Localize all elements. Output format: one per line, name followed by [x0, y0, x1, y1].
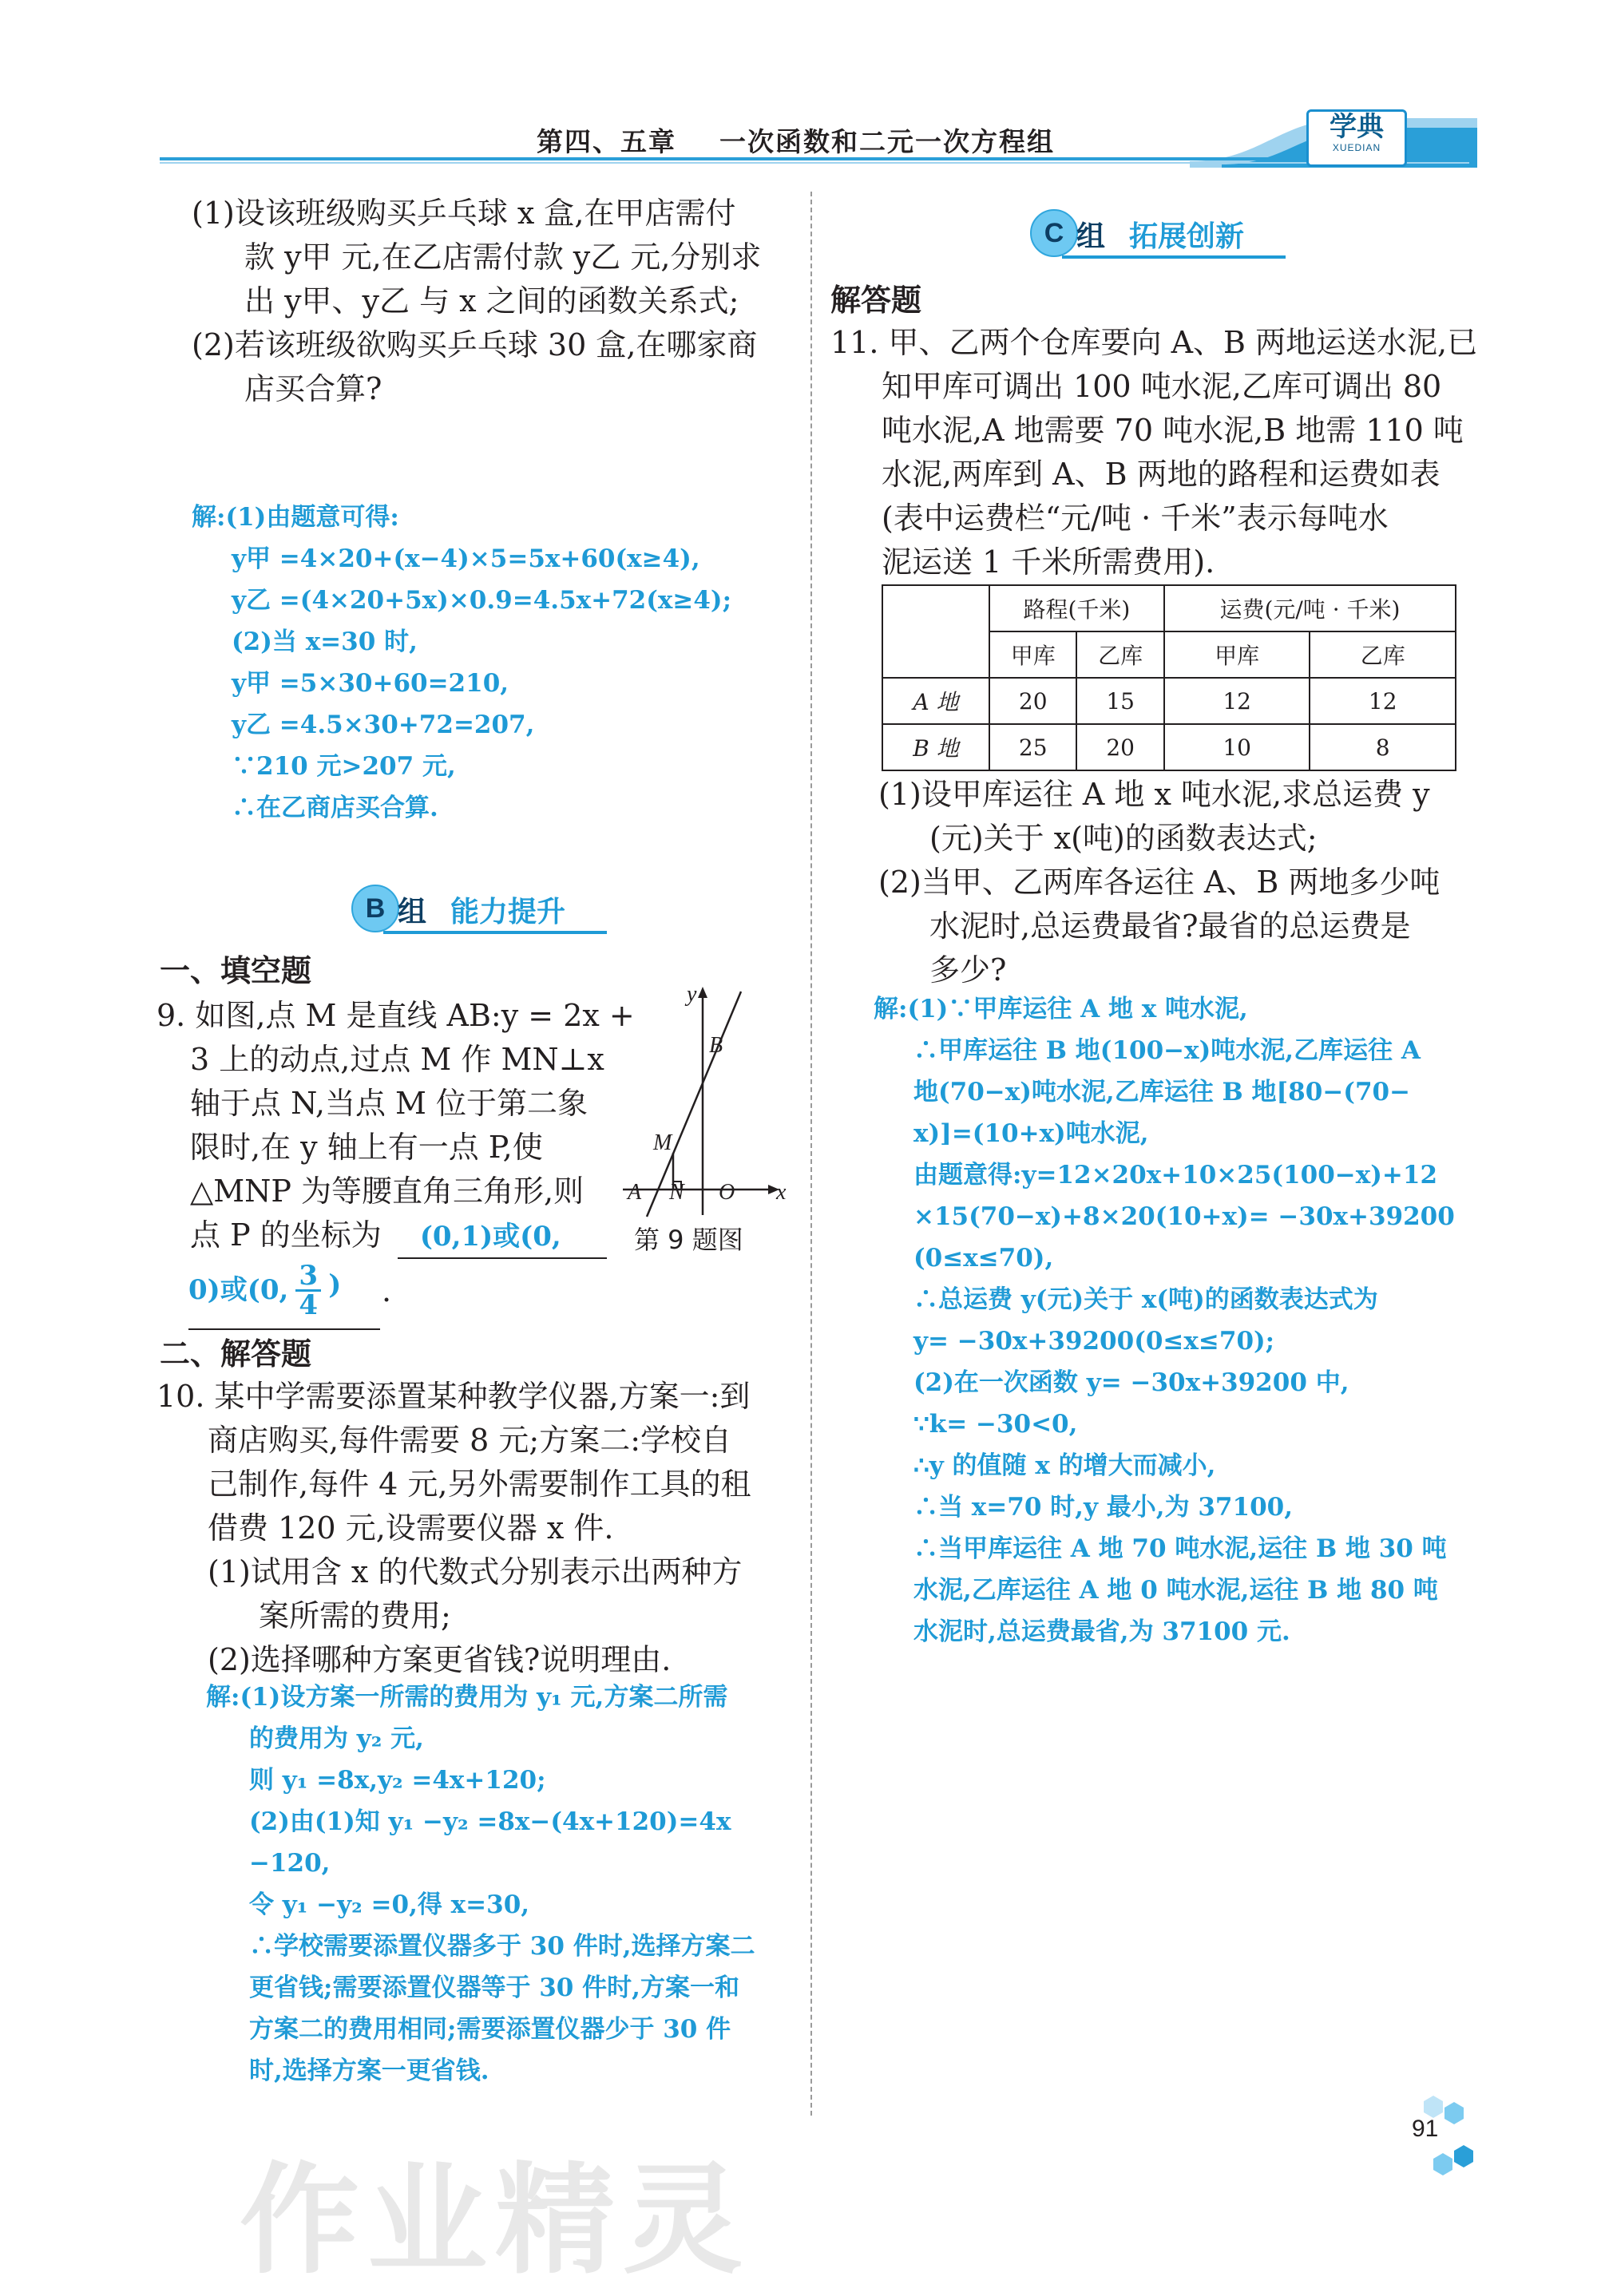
q8-line: (2)若该班级欲购买乒乓球 30 盒,在哪家商 [192, 327, 758, 362]
q10-line: 商店购买,每件需要 8 元;方案二:学校自 [208, 1423, 732, 1458]
table-row [882, 678, 1456, 724]
answer-line: (2)在一次函数 y= −30x+39200 中, [913, 1368, 1349, 1397]
table-cell: 12 [1164, 678, 1310, 724]
table-header-distance: 路程(千米) [989, 585, 1164, 631]
q10-line: (1)试用含 x 的代数式分别表示出两种方 [208, 1554, 743, 1589]
badge-underline [383, 931, 607, 934]
q8-text [192, 192, 761, 411]
q11-sub-line: (2)当甲、乙两库各运往 A、B 两地多少吨 [878, 865, 1441, 900]
group-letter: C [1030, 209, 1078, 257]
answer-line: 时,选择方案一更省钱. [249, 2057, 489, 2085]
page-number: 91 [1412, 2116, 1439, 2142]
label-a: A [628, 1180, 642, 1205]
table-cell: 10 [1164, 724, 1310, 770]
header-rule-light [160, 162, 1469, 164]
answer-line: ∴当 x=70 时,y 最小,为 37100, [913, 1493, 1294, 1522]
table-header-cost: 运费(元/吨 · 千米) [1164, 585, 1456, 631]
watermark: 作业精灵 [240, 2152, 751, 2290]
label-y: y [687, 984, 697, 1007]
table-subheader: 乙库 [1310, 631, 1456, 678]
q8-line: 店买合算? [244, 371, 382, 406]
q9-line: 点 P 的坐标为 [190, 1217, 382, 1253]
q8-line: (1)设该班级购买乒乓球 x 盒,在甲店需付 [192, 196, 736, 231]
table-corner [882, 585, 989, 678]
answer-line: ∵210 元>207 元, [232, 752, 456, 781]
section-solve-c: 解答题 [830, 282, 922, 318]
q11-line: 泥运送 1 千米所需费用). [882, 544, 1215, 580]
section-solve: 二、解答题 [160, 1336, 312, 1372]
table-subheader: 甲库 [1164, 631, 1310, 678]
answer-line: y甲 =4×20+(x−4)×5=5x+60(x≥4), [232, 544, 700, 573]
label-b: B [709, 1033, 723, 1058]
q9-line: 轴于点 N,当点 M 位于第二象 [190, 1086, 588, 1121]
answer-line: 由题意得:y=12×20x+10×25(100−x)+12 [913, 1161, 1438, 1190]
group-name: 拓展创新 [1129, 220, 1245, 253]
group-letter: B [351, 885, 399, 932]
table-cell: 25 [989, 724, 1076, 770]
answer-line: y乙 =4.5×30+72=207, [232, 711, 535, 739]
y-axis-arrow [698, 987, 707, 998]
figure-caption: 第 9 题图 [634, 1225, 743, 1255]
answer-line: ×15(70−x)+8×20(10+x)= −30x+39200 [913, 1202, 1455, 1231]
answer-line: ∴甲库运往 B 地(100−x)吨水泥,乙库运往 A [913, 1036, 1421, 1065]
q10-line: 借费 120 元,设需要仪器 x 件. [208, 1510, 614, 1546]
table-cell: 8 [1310, 724, 1456, 770]
answer-line: ∴当甲库运往 A 地 70 吨水泥,运往 B 地 30 吨 [913, 1534, 1447, 1563]
table-cell: 20 [989, 678, 1076, 724]
fraction-denominator: 4 [299, 1289, 319, 1321]
brand-logo [1306, 109, 1407, 167]
q9-line: 限时,在 y 轴上有一点 P,使 [190, 1130, 543, 1165]
answer-line: ∴总运费 y(元)关于 x(吨)的函数表达式为 [913, 1285, 1378, 1314]
q11-line: 水泥,两库到 A、B 两地的路程和运费如表 [882, 457, 1441, 492]
logo-chinese: 学典 [1330, 111, 1384, 143]
group-label: 组 [398, 895, 427, 928]
answer-line: ∴y 的值随 x 的增大而减小, [913, 1451, 1216, 1480]
label-x: x [776, 1180, 787, 1205]
q10-line: 10. 某中学需要添置某种教学仪器,方案一:到 [157, 1379, 751, 1414]
q11-answer [874, 988, 1455, 1653]
q11-line: 吨水泥,A 地需要 70 吨水泥,B 地需 110 吨 [882, 413, 1464, 448]
table-subheader: 乙库 [1076, 631, 1163, 678]
q10-answer [206, 1676, 755, 2092]
answer-line: (2)当 x=30 时, [232, 627, 418, 656]
answer-line: 地(70−x)吨水泥,乙库运往 B 地[80−(70− [913, 1078, 1411, 1106]
answer-line: (0≤x≤70), [913, 1244, 1054, 1273]
q11-sub-line: 水泥时,总运费最省?最省的总运费是 [929, 909, 1411, 944]
q11-subquestions [878, 773, 1440, 992]
answer-line: (2)由(1)知 y₁ −y₂ =8x−(4x+120)=4x [249, 1807, 731, 1836]
q9-period: . [382, 1273, 392, 1308]
answer-line: 令 y₁ −y₂ =0,得 x=30, [249, 1890, 530, 1919]
distance-cost-table [882, 584, 1456, 771]
table-cell: 12 [1310, 678, 1456, 724]
column-divider [810, 192, 812, 2116]
q10-line: (2)选择哪种方案更省钱?说明理由. [208, 1642, 672, 1677]
group-b-badge [351, 885, 607, 932]
q11-line: (表中运费栏“元/吨 · 千米”表示每吨水 [882, 501, 1389, 536]
q11-sub-line: (元)关于 x(吨)的函数表达式; [929, 821, 1318, 856]
table-subheader: 甲库 [989, 631, 1076, 678]
q9-line: 3 上的动点,过点 M 作 MN⊥x [190, 1042, 604, 1077]
answer-line: 更省钱;需要添置仪器等于 30 件时,方案一和 [249, 1973, 739, 2002]
q10-text [157, 1375, 751, 1682]
row-label: B 地 [882, 724, 989, 770]
logo-english: XUEDIAN [1332, 142, 1381, 153]
q10-line: 己制作,每件 4 元,另外需要制作工具的租 [208, 1467, 751, 1502]
q10-line: 案所需的费用; [259, 1598, 451, 1633]
answer-line: ∴在乙商店买合算. [232, 794, 438, 822]
fraction-numerator: 3 [295, 1262, 321, 1292]
answer-line: 水泥时,总运费最省,为 37100 元. [913, 1617, 1290, 1646]
q9-text [157, 994, 635, 1259]
answer-line: 水泥,乙库运往 A 地 0 吨水泥,运往 B 地 80 吨 [913, 1576, 1438, 1605]
q9-line: 9. 如图,点 M 是直线 AB:y = 2x + [157, 998, 635, 1033]
q8-answer [192, 497, 731, 829]
label-o: O [719, 1180, 735, 1205]
q9-answer: ) [328, 1269, 342, 1301]
table-row [882, 724, 1456, 770]
answer-line: y甲 =5×30+60=210, [232, 669, 509, 698]
q8-line: 款 y甲 元,在乙店需付款 y乙 元,分别求 [244, 239, 762, 275]
table-cell: 20 [1076, 724, 1163, 770]
answer-line: 解:(1)∵甲库运往 A 地 x 吨水泥, [874, 995, 1248, 1023]
section-fill-in: 一、填空题 [160, 952, 312, 988]
q9-answer: (0,1)或(0, [419, 1221, 561, 1253]
answer-line: y乙 =(4×20+5x)×0.9=4.5x+72(x≥4); [232, 586, 732, 615]
table-cell: 15 [1076, 678, 1163, 724]
label-m: M [653, 1130, 672, 1155]
q8-line: 出 y甲、y乙 与 x 之间的函数关系式; [244, 283, 739, 319]
q9-line: △MNP 为等腰直角三角形,则 [190, 1174, 585, 1209]
badge-underline [1062, 255, 1286, 259]
answer-line: ∴学校需要添置仪器多于 30 件时,选择方案二 [249, 1932, 755, 1961]
q9-figure [615, 984, 791, 1223]
answer-line: 则 y₁ =8x,y₂ =4x+120; [249, 1766, 546, 1795]
q11-text [830, 321, 1477, 584]
group-c-badge [1030, 209, 1286, 257]
answer-line: 的费用为 y₂ 元, [249, 1724, 424, 1753]
group-name: 能力提升 [450, 896, 566, 928]
answer-line: 解:(1)由题意可得: [192, 503, 399, 532]
row-label: A 地 [882, 678, 989, 724]
q11-line: 知甲库可调出 100 吨水泥,乙库可调出 80 [882, 369, 1442, 404]
q9-answer: 0)或(0, [188, 1274, 289, 1306]
q11-line: 11. 甲、乙两个仓库要向 A、B 两地运送水泥,已 [830, 325, 1478, 360]
q11-sub-line: (1)设甲库运往 A 地 x 吨水泥,求总运费 y [878, 777, 1430, 812]
answer-line: x)]=(10+x)吨水泥, [913, 1119, 1149, 1148]
label-n: N [669, 1180, 684, 1205]
q11-sub-line: 多少? [929, 952, 1007, 988]
answer-line: y= −30x+39200(0≤x≤70); [913, 1327, 1275, 1356]
chapter-title: 第四、五章 一次函数和二元一次方程组 [537, 126, 1055, 157]
answer-line: ∵k= −30<0, [913, 1410, 1078, 1439]
q9-answer-line2 [188, 1252, 380, 1330]
group-label: 组 [1076, 220, 1106, 253]
answer-line: 方案二的费用相同;需要添置仪器少于 30 件 [249, 2015, 731, 2044]
q9-fraction [295, 1259, 321, 1321]
answer-line: −120, [249, 1849, 331, 1878]
answer-line: 解:(1)设方案一所需的费用为 y₁ 元,方案二所需 [206, 1683, 728, 1712]
